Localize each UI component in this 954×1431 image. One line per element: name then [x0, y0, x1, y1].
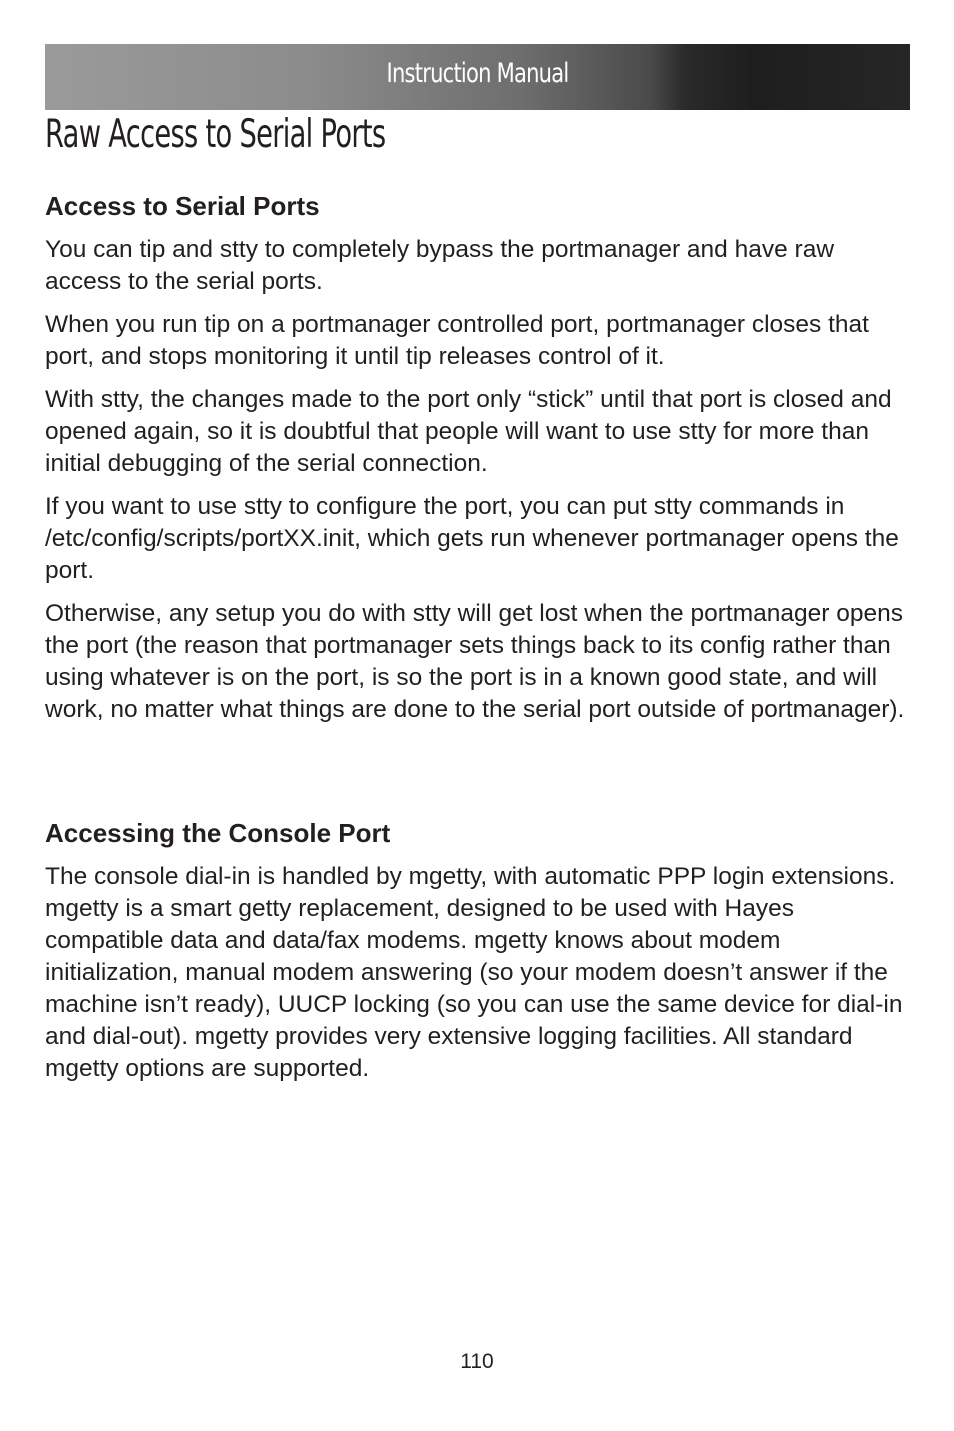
paragraph: If you want to use stty to configure the port, you can put stty commands in /etc/config/scripts/portXX.init, which gets run whenever portmanager opens the port.	[45, 493, 899, 584]
section-access-serial-ports	[45, 190, 911, 737]
paragraph: Otherwise, any setup you do with stty will get lost when the portmanager opens the port (the reason that portmanager sets things back to its config rather than using whatever is on the port, is so the port is in a known good state, and will work, no matter what things are done to the serial port outside of portmanager).	[45, 600, 905, 723]
section-heading: Access to Serial Ports	[45, 191, 320, 221]
paragraph: You can tip and stty to completely bypass the portmanager and have raw access to the serial ports.	[45, 236, 835, 295]
header-bar	[45, 44, 910, 110]
header-title: Instruction Manual	[386, 58, 569, 89]
page-title: Raw Access to Serial Ports	[45, 112, 386, 157]
paragraph: With stty, the changes made to the port only “stick” until that port is closed and opened again, so it is doubtful that people will want to use stty for more than initial debugging of the serial connection.	[45, 386, 892, 477]
page-number: 110	[460, 1350, 494, 1373]
paragraph: When you run tip on a portmanager controlled port, portmanager closes that port, and stops monitoring it until tip releases control of it.	[45, 311, 869, 370]
section-accessing-console-port	[45, 817, 911, 1085]
section-heading: Accessing the Console Port	[45, 818, 391, 848]
paragraph: The console dial-in is handled by mgetty, with automatic PPP login extensions. mgetty is a smart getty replacement, designed to be used with Hayes compatible data and data/fax modems. mgetty knows about modem initialization, manual modem answering (so your modem doesn’t answer if the machine isn’t ready), UUCP locking (so you can use the same device for dial-in and dial-out). mgetty provides very extensive logging facilities. All standard mgetty options are supported.	[45, 863, 903, 1082]
